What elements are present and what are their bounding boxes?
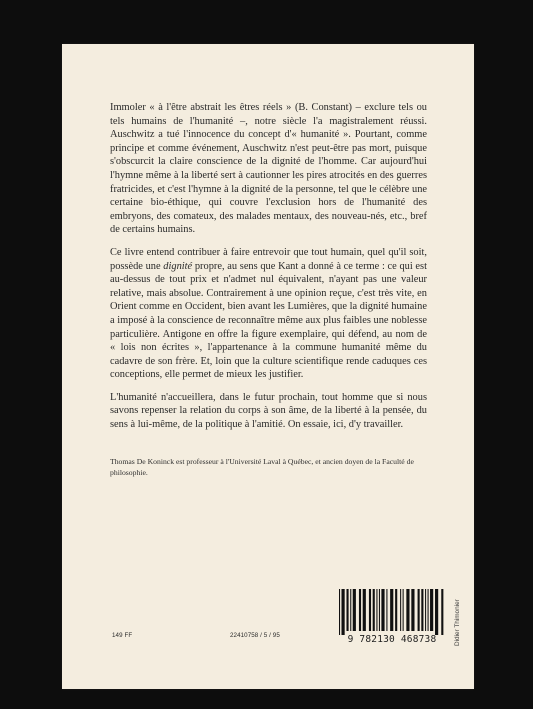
- isbn-barcode: [337, 589, 447, 635]
- barcode-bar: [359, 589, 361, 631]
- barcode-bar: [411, 589, 414, 631]
- barcode-bar: [381, 589, 384, 631]
- barcode-bar: [373, 589, 375, 631]
- barcode-bar: [346, 589, 348, 631]
- back-cover: [62, 44, 474, 689]
- barcode-bar: [390, 589, 393, 631]
- barcode-bar: [406, 589, 409, 631]
- barcode-bar: [441, 589, 443, 635]
- blurb-paragraph-3: L'humanité n'accueillera, dans le futur prochain, tout homme que si nous savons repenser la relation du corps à son âme, de la liberté à la pensée, du sens à lui-même, de la politique à l'amitié. On essaie, ici, d'y travailler.: [110, 391, 427, 431]
- barcode-bar: [421, 589, 423, 631]
- barcode-bar: [435, 589, 438, 635]
- blurb-paragraph-1: Immoler « à l'être abstrait les êtres réels » (B. Constant) – exclure tels ou tels humains de l'humanité –, notre siècle l'a magistralement réussi. Auschwitz a tué l'innocence du concept d'« humanité ». Pourtant, comme principe et comme événement, Auschwitz n'est peut-être pas mort, puisque s'obscurcit la claire conscience de la dignité de l'homme. Car aujourd'hui l'hymne même à la liberté sert à cautionner les pires atrocités en des guerres fratricides, et c'est l'hymne à la dignité de la personne, tel que le célèbre une certaine bio-éthique, qui couvre l'exclusion hors de l'humanité des embryons, des comateux, des malades mentaux, des nouveau-nés, etc., bref de certains humains.: [110, 102, 427, 236]
- author-bio: Thomas De Koninck est professeur à l'Université Laval à Québec, et ancien doyen de la Faculté de philosophie.: [110, 457, 414, 477]
- barcode-bar: [341, 589, 344, 635]
- blurb-text: [110, 101, 427, 441]
- barcode-bar: [363, 589, 366, 631]
- blurb-paragraph-2: Ce livre entend contribuer à faire entrevoir que tout humain, quel qu'il soit, possède une dignité propre, au sens que Kant a donné à ce terme : ce qui est au-dessus de tout prix et n'admet nul équivalent, n'ayant pas une valeur relative, mais absolue. Contrairement à une opinion reçue, c'est très vite, en Orient comme en Occident, bien avant les Lumières, que la dignité humaine a imposé à la conscience de reconnaître même aux plus faibles une noblesse particulière. Antigone en offre la figure exemplaire, qui défend, au nom de « lois non écrites », l'appartenance à la commune humanité même du cadavre de son frère. Et, loin que la culture scientifique rende caduques ces conceptions, elle permet de mieux les justifier.: [110, 246, 427, 381]
- barcode-bar: [339, 589, 340, 635]
- barcode-bar: [428, 589, 429, 631]
- barcode-bar: [379, 589, 380, 631]
- barcode-bar: [430, 589, 433, 631]
- barcode-bar: [350, 589, 351, 631]
- barcode-bar: [400, 589, 401, 631]
- barcode-bar: [369, 589, 371, 631]
- barcode-bar: [395, 589, 397, 631]
- barcode-bar: [418, 589, 420, 631]
- barcode-bar: [403, 589, 404, 631]
- barcode-bar: [425, 589, 426, 631]
- barcode-digits: 9 782130 468738: [347, 634, 437, 645]
- barcode-bar: [386, 589, 387, 631]
- barcode-bar: [353, 589, 356, 631]
- price-label: 149 FF: [112, 632, 133, 639]
- barcode-bar: [376, 589, 377, 631]
- photo-credit: Didier Thimonier: [454, 599, 461, 646]
- reference-code: 22410758 / 5 / 95: [230, 632, 280, 639]
